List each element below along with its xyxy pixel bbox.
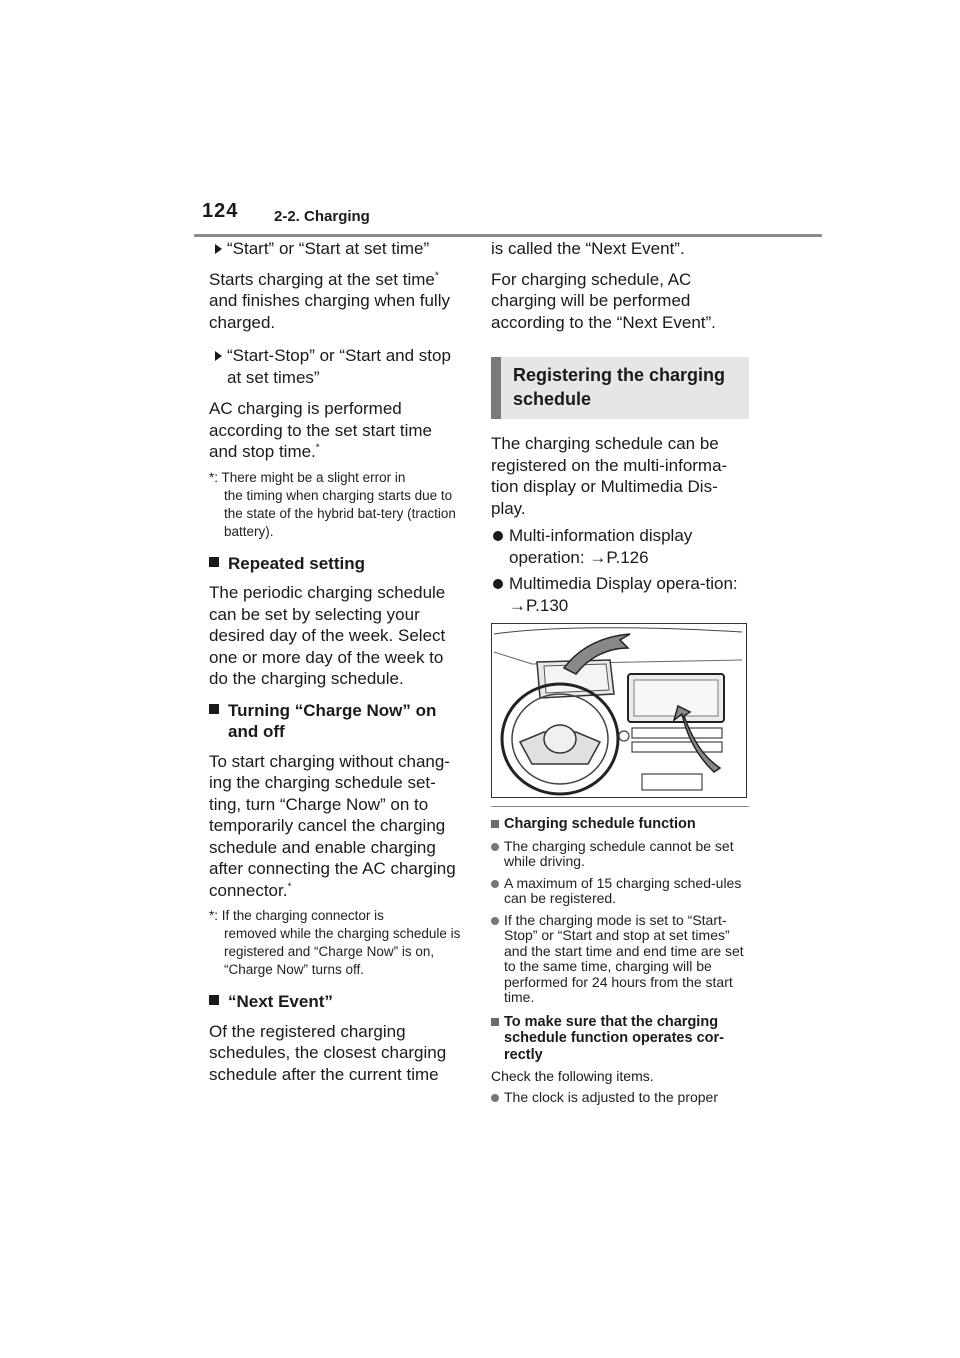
function-bullet-2: A maximum of 15 charging sched-ules can be registered. [491, 876, 753, 907]
figure-rule [491, 806, 749, 807]
footnote-charge-now: *: If the charging connector is removed while the charging schedule is registered and “Charge Now” is on, “Charge Now” turns off. [209, 908, 461, 977]
next-event-ac: For charging schedule, AC charging will be performed according to the “Next Event”. [491, 269, 716, 332]
charging-schedule-function-heading: Charging schedule function [491, 816, 753, 833]
bullet-multimedia: Multimedia Display opera-tion: →P.130 [491, 573, 751, 616]
option-start-stop-body: AC charging is performed according to the set start time and stop time.* [209, 399, 432, 461]
check-bullet-1: The clock is adjusted to the proper [491, 1090, 753, 1106]
section-title: 2-2. Charging [274, 208, 370, 225]
ensure-operation-heading: To make sure that the charging schedule function operates cor-rectly [491, 1014, 753, 1064]
function-bullet-3: If the charging mode is set to “Start-Stop” or “Start and stop at set times” and the start time and end time are set to the same time, charging will be performed for 24 hours from the start time. [491, 913, 753, 1006]
dashboard-figure [491, 623, 747, 798]
check-items-text: Check the following items. [491, 1068, 654, 1084]
repeated-setting-body: The periodic charging schedule can be set by selecting your desired day of the week. Select one or more day of the week to do the charging schedule. [209, 583, 446, 688]
square-bullet-icon [209, 557, 219, 567]
repeated-setting-heading: Repeated setting [209, 553, 464, 575]
square-bullet-icon [491, 820, 499, 828]
header-rule [194, 234, 822, 237]
charge-now-body: To start charging without chang-ing the charging schedule set-ting, turn “Charge Now” on to temporarily cancel the charging schedule and enable charging after connecting the AC charging connector.* [209, 751, 456, 900]
registering-heading: Registering the charging schedule [491, 357, 749, 419]
square-bullet-icon [491, 1018, 499, 1026]
bullet-multi-info: Multi-information display operation: →P.126 [491, 525, 751, 568]
next-event-heading: “Next Event” [209, 991, 464, 1013]
option-start-body: Starts charging at the set time* and finishes charging when fully charged. [209, 269, 450, 332]
page-header [202, 200, 822, 236]
square-bullet-icon [209, 704, 219, 714]
registering-body: The charging schedule can be registered on the multi-informa-tion display or Multimedia Dis-play. [491, 434, 728, 518]
option-start: “Start” or “Start at set time” [209, 238, 464, 260]
footnote-timing: *: There might be a slight error in the timing when charging starts due to the state of the hybrid bat-tery (traction battery). [209, 469, 456, 539]
right-column [491, 238, 751, 616]
notes-section [491, 816, 753, 1105]
option-start-stop: “Start-Stop” or “Start and stop at set times” [209, 345, 464, 388]
next-event-body: Of the registered charging schedules, the closest charging schedule after the current time [209, 1021, 447, 1084]
function-bullet-1: The charging schedule cannot be set while driving. [491, 839, 753, 870]
left-column [209, 238, 464, 1085]
page-number: 124 [202, 200, 239, 222]
square-bullet-icon [209, 995, 219, 1005]
charge-now-heading: Turning “Charge Now” on and off [209, 700, 464, 743]
dashboard-illustration-icon [492, 624, 745, 796]
next-event-continued: is called the “Next Event”. [491, 239, 685, 258]
